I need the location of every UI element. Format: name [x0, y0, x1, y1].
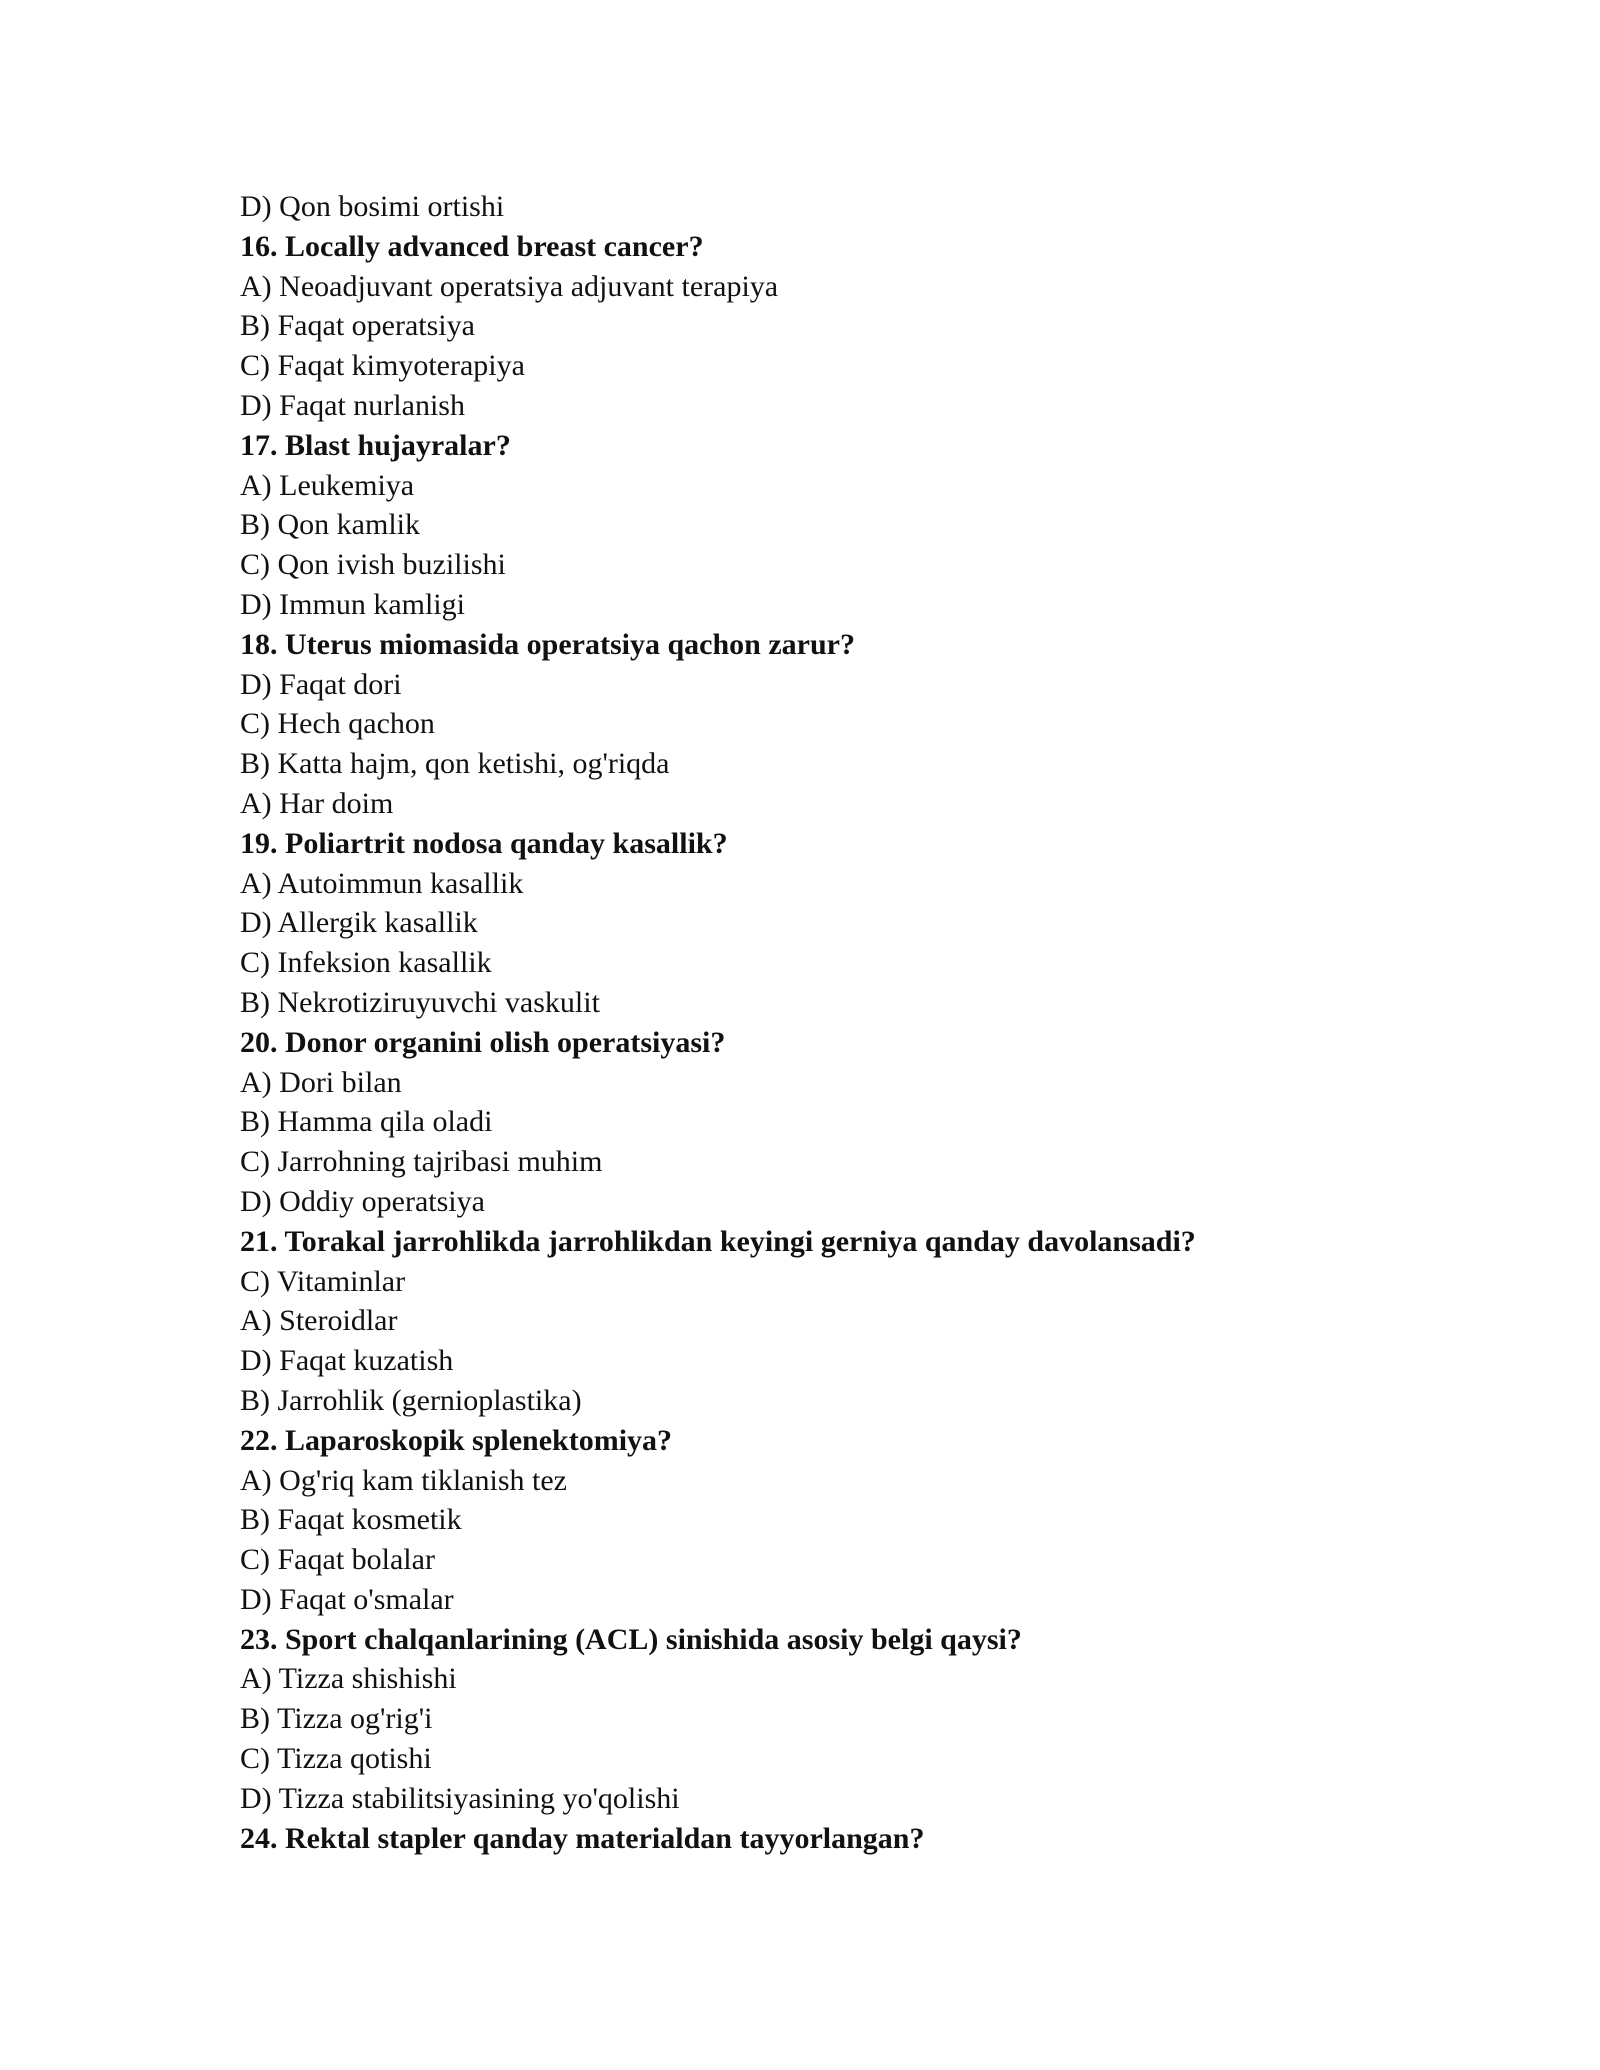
question-block: [240, 227, 1440, 426]
question-title: 18. Uterus miomasida operatsiya qachon zarur?: [240, 627, 855, 661]
answer-option: A) Autoimmun kasallik: [240, 866, 524, 900]
answer-option: D) Immun kamligi: [240, 587, 465, 621]
answer-option: C) Faqat bolalar: [240, 1543, 435, 1577]
question-block: [240, 824, 1440, 1023]
answer-option: C) Tizza qotishi: [240, 1742, 432, 1776]
answer-option: C) Faqat kimyoterapiya: [240, 349, 525, 383]
answer-option: B) Katta hajm, qon ketishi, og'riqda: [240, 747, 670, 781]
question-block: [240, 1819, 1440, 1859]
answer-option: C) Hech qachon: [240, 707, 435, 741]
question-block: [240, 426, 1440, 625]
answer-option: A) Leukemiya: [240, 468, 415, 502]
answer-option: B) Hamma qila oladi: [240, 1105, 493, 1139]
question-block: [240, 1620, 1440, 1819]
answer-option: D) Allergik kasallik: [240, 906, 478, 940]
answer-option: A) Og'riq kam tiklanish tez: [240, 1463, 567, 1497]
answer-option: C) Infeksion kasallik: [240, 946, 492, 980]
answer-option: B) Nekrotiziruyuvchi vaskulit: [240, 985, 600, 1019]
question-list: [240, 227, 1440, 1859]
option-line-lead-in: D) Qon bosimi ortishi: [240, 190, 505, 223]
answer-option: A) Neoadjuvant operatsiya adjuvant terapiya: [240, 269, 779, 303]
answer-option: A) Har doim: [240, 786, 394, 820]
document-body: [240, 187, 1440, 1858]
answer-option: D) Tizza stabilitsiyasining yo'qolishi: [240, 1781, 680, 1815]
question-title: 24. Rektal stapler qanday materialdan tayyorlangan?: [240, 1821, 925, 1855]
answer-option: A) Steroidlar: [240, 1304, 398, 1338]
answer-option: B) Jarrohlik (gernioplastika): [240, 1383, 582, 1417]
question-title: 19. Poliartrit nodosa qanday kasallik?: [240, 826, 728, 860]
question-title: 23. Sport chalqanlarining (ACL) sinishida asosiy belgi qaysi?: [240, 1622, 1022, 1656]
answer-option: C) Qon ivish buzilishi: [240, 548, 506, 582]
question-title: 16. Locally advanced breast cancer?: [240, 229, 704, 263]
question-title: 22. Laparoskopik splenektomiya?: [240, 1423, 673, 1457]
answer-option: D) Oddiy operatsiya: [240, 1184, 485, 1218]
answer-option: D) Faqat kuzatish: [240, 1344, 454, 1378]
question-block: [240, 1421, 1440, 1620]
question-title: 21. Torakal jarrohlikda jarrohlikdan keyingi gerniya qanday davolansadi?: [240, 1224, 1196, 1258]
question-title: 20. Donor organini olish operatsiyasi?: [240, 1025, 726, 1059]
answer-option: D) Faqat o'smalar: [240, 1582, 454, 1616]
answer-option: D) Faqat dori: [240, 667, 402, 701]
question-block: [240, 1023, 1440, 1222]
answer-option: B) Qon kamlik: [240, 508, 420, 542]
question-block: [240, 1222, 1440, 1421]
answer-option: A) Tizza shishishi: [240, 1662, 457, 1696]
question-block: [240, 625, 1440, 824]
answer-option: B) Faqat operatsiya: [240, 309, 475, 343]
answer-option: C) Vitaminlar: [240, 1264, 406, 1298]
answer-option: D) Faqat nurlanish: [240, 388, 465, 422]
answer-option: B) Faqat kosmetik: [240, 1503, 462, 1537]
question-title: 17. Blast hujayralar?: [240, 428, 511, 462]
answer-option: A) Dori bilan: [240, 1065, 402, 1099]
answer-option: B) Tizza og'rig'i: [240, 1702, 433, 1736]
answer-option: C) Jarrohning tajribasi muhim: [240, 1145, 603, 1179]
